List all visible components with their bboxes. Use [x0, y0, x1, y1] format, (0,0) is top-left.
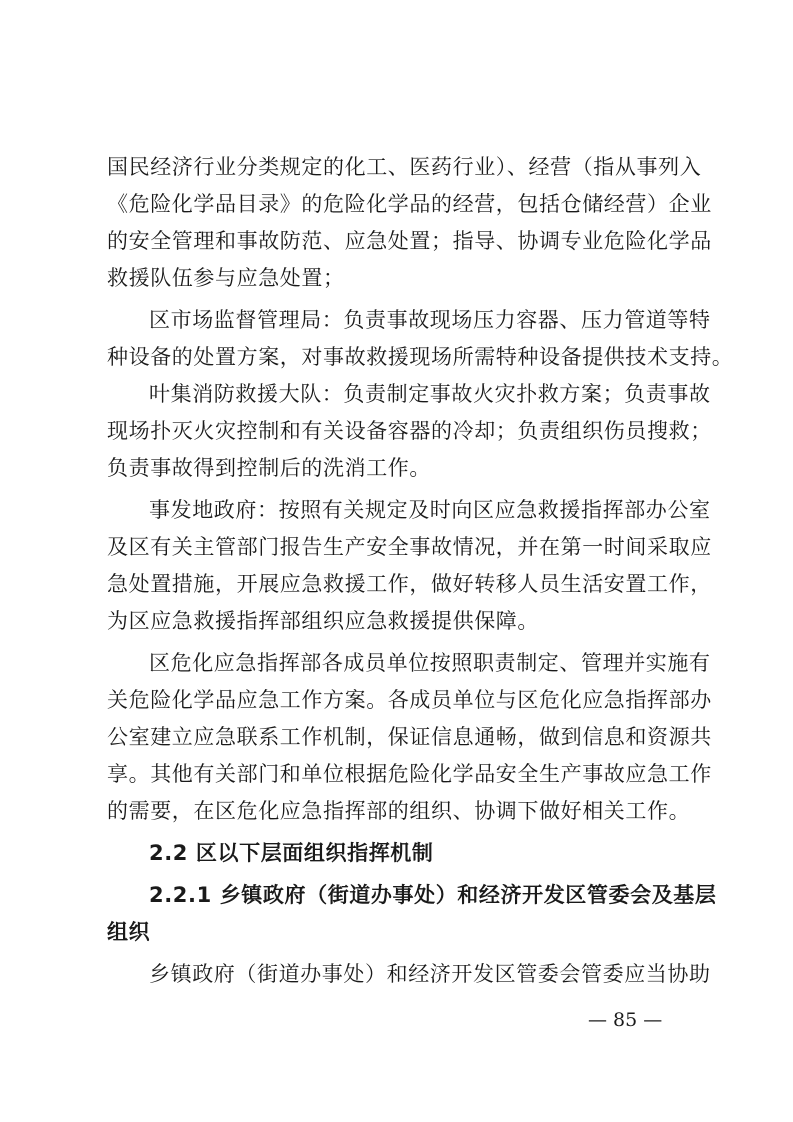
body-text-line: 及区有关主管部门报告生产安全事故情况，并在第一时间采取应 [107, 535, 712, 559]
paragraph-first-line: 乡镇政府（街道办事处）和经济开发区管委会管委应当协助 [149, 962, 711, 986]
body-text-line: 种设备的处置方案，对事故救援现场所需特种设备提供技术支持。 [107, 345, 734, 369]
body-text-line: 关危险化学品应急工作方案。各成员单位与区危化应急指挥部办 [107, 688, 712, 712]
body-text-line: 救援队伍参与应急处置； [107, 266, 345, 290]
paragraph-first-line: 区市场监督管理局：负责事故现场压力容器、压力管道等特 [149, 308, 711, 332]
body-text-line: 急处置措施，开展应急救援工作，做好转移人员生活安置工作， [107, 572, 712, 596]
body-text-line: 现场扑灭火灾控制和有关设备容器的冷却；负责组织伤员搜救； [107, 419, 712, 443]
section-heading-2-2: 2.2 区以下层面组织指挥机制 [149, 841, 434, 865]
body-text-line: 的安全管理和事故防范、应急处置；指导、协调专业危险化学品 [107, 229, 712, 253]
body-text-line: 享。其他有关部门和单位根据危险化学品安全生产事故应急工作 [107, 762, 712, 786]
paragraph-first-line: 叶集消防救援大队：负责制定事故火灾扑救方案；负责事故 [149, 382, 711, 406]
body-text-line: 负责事故得到控制后的洗消工作。 [107, 456, 431, 480]
body-text-line: 《危险化学品目录》的危险化学品的经营，包括仓储经营）企业 [107, 192, 712, 216]
body-text-line: 为区应急救援指挥部组织应急救援提供保障。 [107, 609, 539, 633]
body-text-line: 的需要，在区危化应急指挥部的组织、协调下做好相关工作。 [107, 799, 691, 823]
subsection-heading-continuation: 组织 [107, 920, 151, 944]
subsection-heading-2-2-1: 2.2.1 乡镇政府（街道办事处）和经济开发区管委会及基层 [149, 883, 717, 907]
paragraph-first-line: 事发地政府：按照有关规定及时向区应急救援指挥部办公室 [149, 498, 711, 522]
paragraph-first-line: 区危化应急指挥部各成员单位按照职责制定、管理并实施有 [149, 651, 711, 675]
body-text-line: 国民经济行业分类规定的化工、医药行业）、经营（指从事列入 [107, 155, 702, 179]
body-text-line: 公室建立应急联系工作机制，保证信息通畅，做到信息和资源共 [107, 725, 712, 749]
page-number: — 85 — [588, 1009, 663, 1031]
